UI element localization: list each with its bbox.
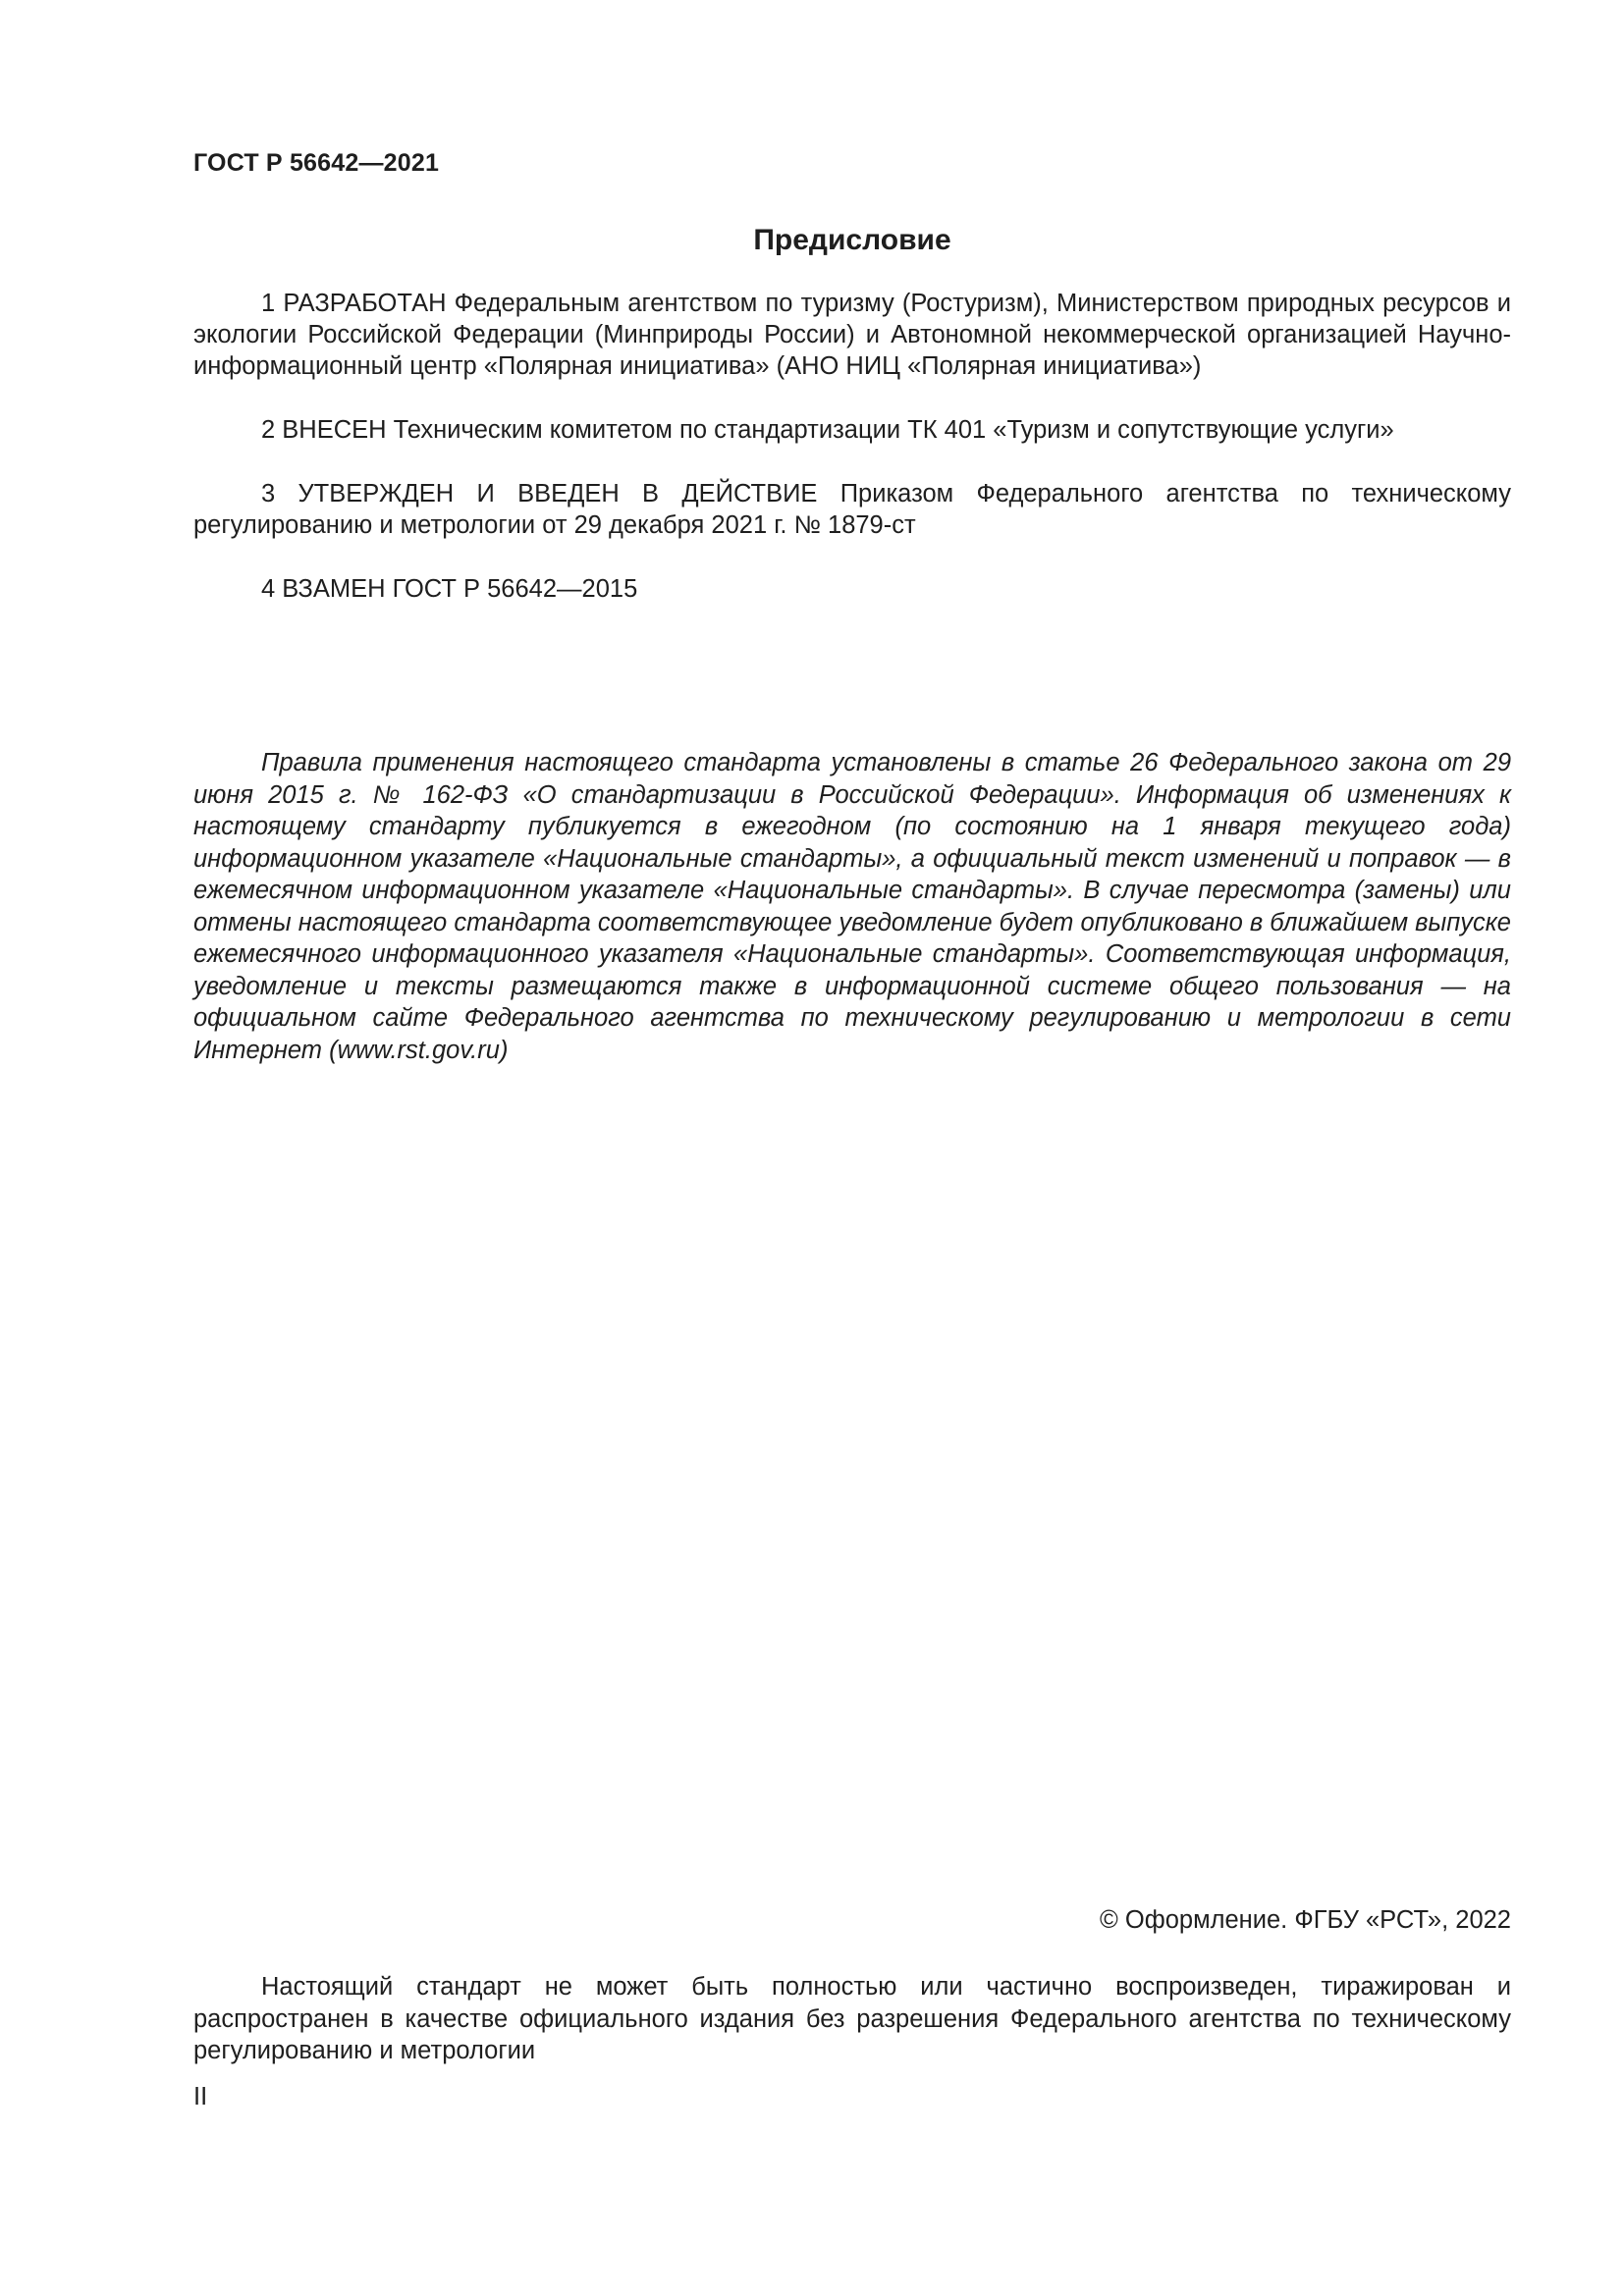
preface-item: 1 РАЗРАБОТАН Федеральным агентством по туризму (Ростуризм), Министерством природных ресурсов и экологии Российской Федерации (Минприроды России) и Автономной некоммерческой организацией Научно-информационный центр «Полярная инициатива» (АНО НИЦ «Полярная инициатива»)	[193, 290, 1511, 380]
page-number: II	[193, 2083, 208, 2110]
reproduction-notice: Настоящий стандарт не может быть полностью или частично воспроизведен, тиражирован и распространен в качестве официального издания без разрешения Федерального агентства по техническому регулированию и метрологии	[193, 1973, 1511, 2064]
application-rules-text: Правила применения настоящего стандарта установлены в статье 26 Федерального закона от 29 июня 2015 г. № 162-ФЗ «О стандартизации в Российской Федерации». Информация об изменениях к настоящему стандарту публикуется в ежегодном (по состоянию на 1 января текущего года) информационном указателе «Национальные стандарты», а официальный текст изменений и поправок — в ежемесячном информационном указателе «Национальные стандарты». В случае пересмотра (замены) или отмены настоящего стандарта соответствующее уведомление будет опубликовано в ближайшем выпуске ежемесячного информационного указателя «Национальные стандарты». Соответствующая информация, уведомление и тексты размещаются также в информационной системе общего пользования — на официальном сайте Федерального агентства по техническому регулированию и метрологии в сети Интернет (www.rst.gov.ru)	[193, 749, 1511, 1064]
preface-item: 4 ВЗАМЕН ГОСТ Р 56642—2015	[261, 575, 638, 603]
preface-item: 2 ВНЕСЕН Техническим комитетом по стандартизации ТК 401 «Туризм и сопутствующие услуги»	[261, 416, 1394, 444]
preface-section	[193, 288, 1511, 637]
preface-item: 3 УТВЕРЖДЕН И ВВЕДЕН В ДЕЙСТВИЕ Приказом Федерального агентства по техническому регулированию и метрологии от 29 декабря 2021 г. № 1879-ст	[193, 480, 1511, 539]
document-code: ГОСТ Р 56642—2021	[193, 149, 440, 177]
page-title: Предисловие	[753, 224, 951, 256]
copyright-line: © Оформление. ФГБУ «РСТ», 2022	[1100, 1906, 1511, 1934]
